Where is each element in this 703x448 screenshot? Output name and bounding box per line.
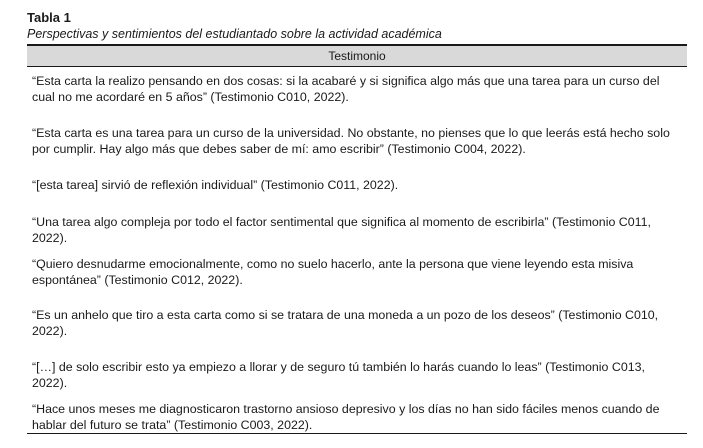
table-body (27, 67, 687, 432)
table-row: “[…] de solo escribir esto ya empiezo a llorar y de seguro tú también lo harás cuando lo leas” (Testimonio C013, 2022). (32, 360, 645, 390)
table-row: “[esta tarea] sirvió de reflexión individual” (Testimonio C011, 2022). (32, 178, 399, 192)
table-row: “Esta carta es una tarea para un curso de la universidad. No obstante, no pienses que lo que leerás está hecho solo por cumplir. Hay algo más que debes saber de mí: amo escribir” (Testimonio C004, 2022). (32, 126, 670, 156)
table-row: “Hace unos meses me diagnosticaron trastorno ansioso depresivo y los días no han sido fáciles menos cuando de hablar del futuro se trata” (Testimonio C003, 2022). (32, 402, 660, 432)
table-number: Tabla 1 (27, 10, 71, 25)
table-row: “Esta carta la realizo pensando en dos cosas: si la acabaré y si significa algo más que una tarea para un curso del cual no me acordaré en 5 años” (Testimonio C010, 2022). (32, 74, 660, 104)
table-row: “Una tarea algo compleja por todo el factor sentimental que significa al momento de escribirla” (Testimonio C011, 2022). (32, 215, 651, 245)
table-row: “Es un anhelo que tiro a esta carta como si se tratara de una moneda a un pozo de los deseos” (Testimonio C010, 2022). (32, 308, 659, 338)
table-row: “Quiero desnudarme emocionalmente, como no suelo hacerlo, ante la persona que viene leyendo esta misiva espontánea” (Testimonio C012, 2022). (32, 257, 634, 287)
table-bottom-rule (27, 433, 687, 434)
table-block (27, 10, 687, 432)
column-header-testimonio: Testimonio (27, 46, 687, 67)
table-caption: Perspectivas y sentimientos del estudiantado sobre la actividad académica (27, 27, 442, 41)
